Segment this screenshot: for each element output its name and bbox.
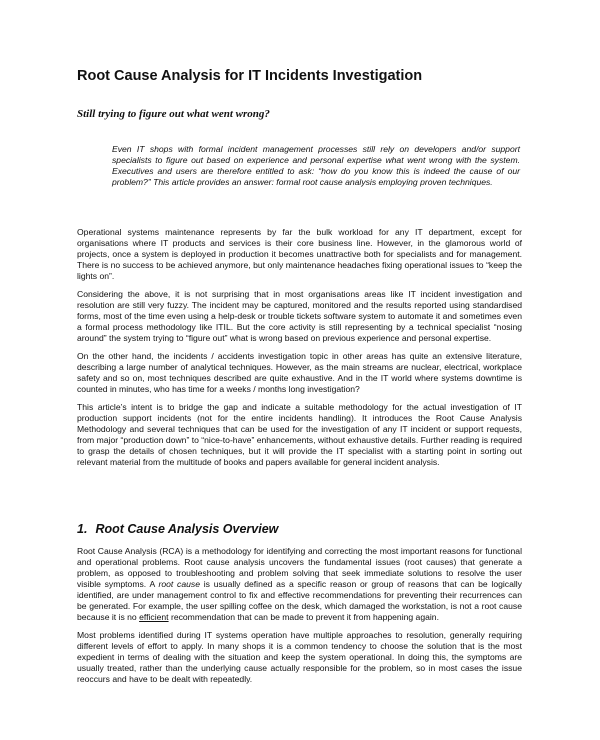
intro-paragraph: On the other hand, the incidents / accidents investigation topic in other areas has quite an extensive literature, describing a large number of analytical techniques. However, as the main streams are nuclear, electrical, workplace safety and so on, most techniques described are quite exhaustive. And in the IT world where systems downtime is counted in minutes, who has time for a weeks / months long investigation? (77, 351, 522, 394)
intro-paragraph: Operational systems maintenance represents by far the bulk workload for any IT department, except for organisations where IT products and services is their core business line. However, in the glamorous world of projects, once a system is deployed in production it becomes unattractive both for specialists and for management. There is no success to be achieved anymore, but only maintenance headaches fixing operational issues to “keep the lights on”. (77, 227, 522, 281)
document-subtitle: Still trying to figure out what went wrong? (77, 108, 270, 120)
intro-paragraph: This article’s intent is to bridge the gap and indicate a suitable methodology for the actual investigation of IT production support incidents (not for the entire incidents handling). It introduces the Root Cause Analysis Methodology and several techniques that can be used for the investigation of any IT incident or support requests, from major “production down” to “nice-to-have” enhancements, without exhaustive details. Further reading is required to grasp the details of chosen techniques, but it will provide the IT specialist with a starting point in sorting out relevant material from the multitude of books and papers available for general incident analysis. (77, 402, 522, 467)
abstract-paragraph: Even IT shops with formal incident management processes still rely on developers and/or support specialists to figure out based on experience and personal expertise what went wrong with the system. Executives and users are therefore entitled to ask: “how do you know this is indeed the cause of our problem?” This article provides an answer: formal root cause analysis employing proven techniques. (112, 144, 520, 187)
section1-paragraph (77, 546, 522, 623)
intro-section (77, 227, 522, 475)
section1-paragraph: Most problems identified during IT systems operation have multiple approaches to resolution, generally requiring different levels of effort to apply. In many shops it is a common tendency to choose the solution that is the most expedient in terms of dealing with the situation and keep the system operational. In doing this, the symptoms are usually treated, rather than the underlying cause actually responsible for the problem, so in most cases the issue reoccurs and have to be dealt with repeatedly. (77, 630, 522, 684)
document-title: Root Cause Analysis for IT Incidents Investigation (77, 68, 423, 84)
section-title: Root Cause Analysis Overview (95, 522, 279, 536)
underlined-text: efficient (139, 612, 169, 622)
intro-paragraph: Considering the above, it is not surprising that in most organisations areas like IT incident investigation and resolution are still very fuzzy. The incident may be captured, monitored and the results reported using standardised forms, most of the time even using a help-desk or trouble tickets software system to automate it and sometimes even a formal process methodology like ITIL. But the core activity is still representing by a technical specialist “nosing around” the system trying to “figure out” what is wrong based on previous experience and personal expertise. (77, 289, 522, 343)
text-run: is usually defined as a specific reason or group of reasons that can be logically identified, are under management control to fix and effective recommendations for preventing their recurrences can be generated. For example, the user spilling coffee on the desk, which damaged the workstation, is not a root cause because it is no (77, 579, 522, 622)
section-number: 1. (77, 522, 88, 536)
emphasis-text: root cause (158, 579, 200, 589)
section-heading (77, 522, 278, 536)
text-run: recommendation that can be made to prevent it from happening again. (168, 612, 439, 622)
section1-body (77, 546, 522, 692)
text-run: Root Cause Analysis (RCA) is a methodology for identifying and correcting the most important reasons for functional and operational problems. Root cause analysis uncovers the fundamental issues (root causes) that generate a problem, as opposed to troubleshooting and problem solving that seek immediate solutions to resolve the user visible symptoms. A (77, 546, 522, 589)
